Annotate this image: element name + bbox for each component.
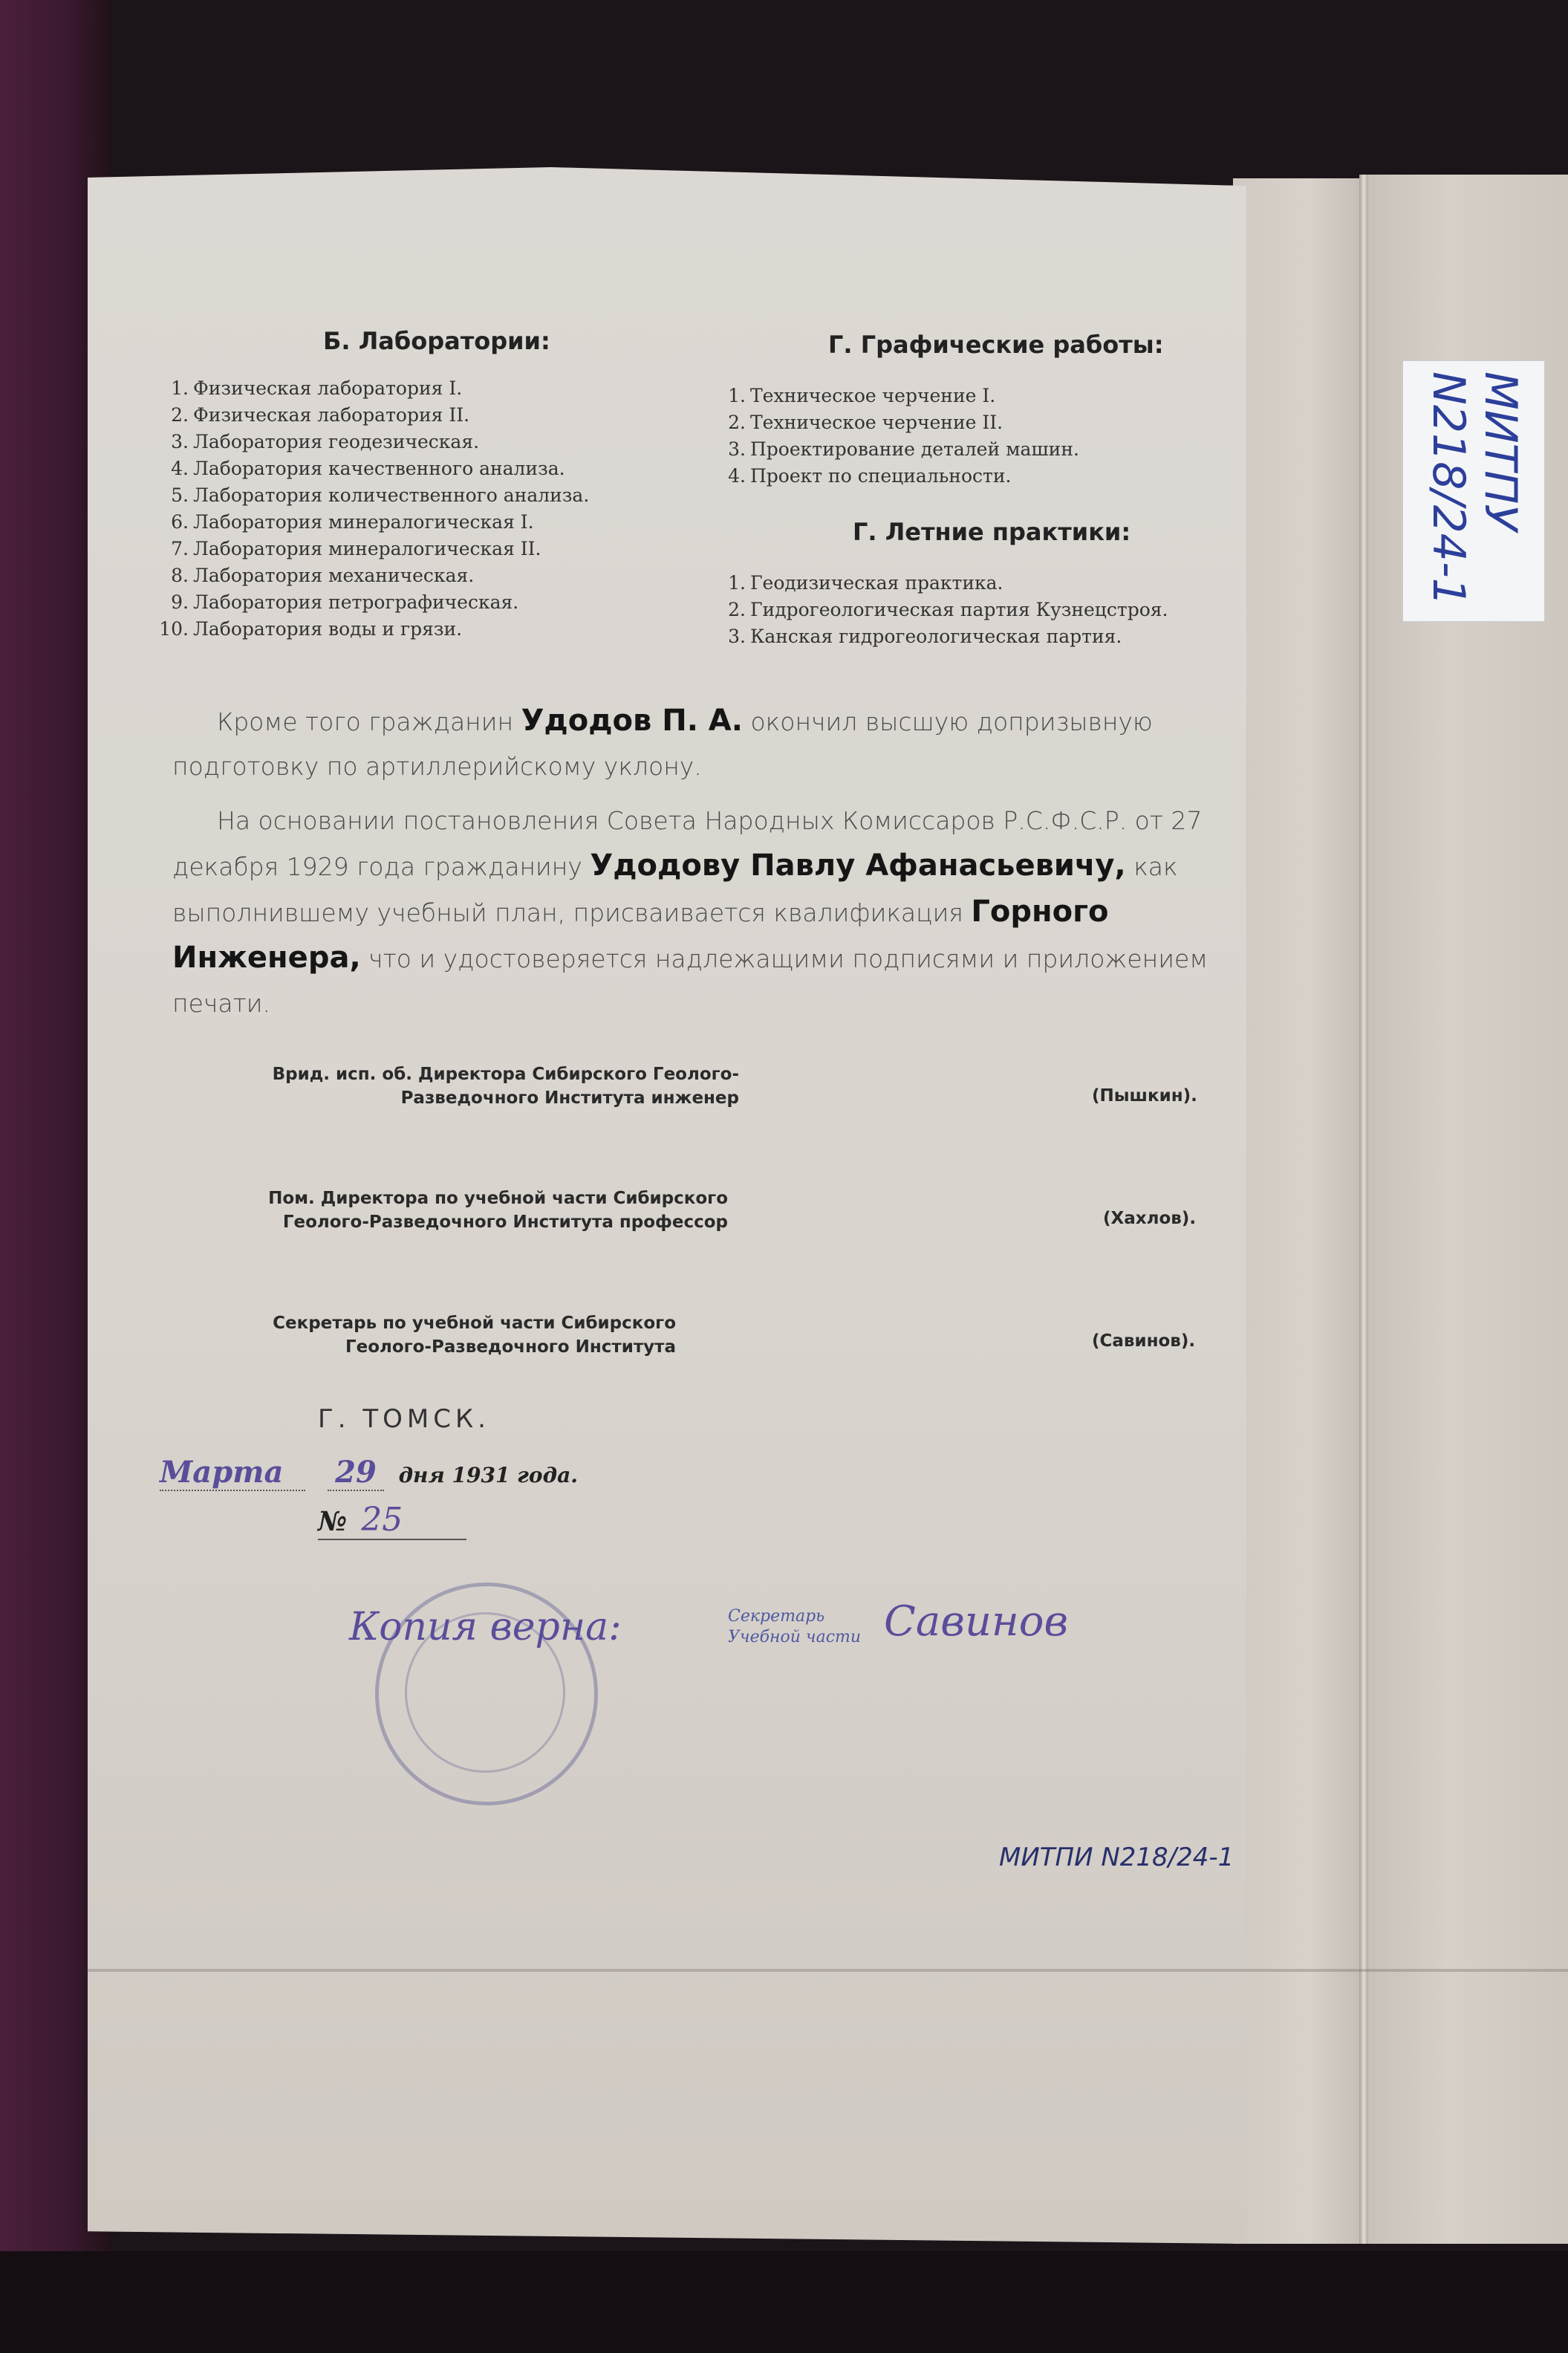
signature-role: Секретарь по учебной части Сибирского Геолого-Разведочного Института [273, 1314, 676, 1357]
date-month: Марта [160, 1455, 305, 1491]
graphic-title: Г. Графические работы: [828, 331, 1164, 359]
list-item: 2. Гидрогеологическая партия Кузнецстроя. [728, 599, 1168, 620]
list-item: 4. Проект по специальности. [728, 465, 1012, 487]
graphic-list [713, 383, 1079, 490]
list-item: 4. Лаборатория качественного анализа. [171, 458, 565, 479]
list-item: 5. Лаборатория количественного анализа. [171, 484, 590, 506]
archive-sticker-text: МИТПУ N218/24-1 [1422, 371, 1526, 606]
list-item: 3. Лаборатория геодезическая. [171, 431, 480, 452]
list-item: 9. Лаборатория петрографическая. [171, 591, 519, 613]
summer-list [713, 570, 1168, 650]
paper-crease [1359, 175, 1368, 2244]
archive-mark: МИТПИ N218/24-1 [999, 1843, 1234, 1872]
graduate-name-short: Удодов П. А. [521, 704, 743, 738]
list-item: 10. Лаборатория воды и грязи. [159, 618, 463, 640]
list-item: 1. Физическая лаборатория I. [171, 377, 463, 399]
document-number: № 25 [318, 1501, 466, 1540]
list-item: 6. Лаборатория минералогическая I. [171, 511, 534, 533]
list-item: 3. Канская гидрогеологическая партия. [728, 626, 1122, 647]
list-item: 1. Техническое черчение I. [728, 385, 996, 406]
list-item: 2. Техническое черчение II. [728, 412, 1003, 433]
handwritten-signature: Савинов [884, 1597, 1069, 1646]
signature-name: (Хахлов). [1103, 1209, 1197, 1228]
summer-title: Г. Летние практики: [853, 518, 1131, 546]
paper-fold-flap [1233, 178, 1359, 2244]
background-bottom [0, 2251, 1568, 2353]
signature-role: Пом. Директора по учебной части Сибирского Геолого-Разведочного Института профессор [268, 1189, 728, 1232]
paragraph-artillery: Кроме того гражданин Удодов П. А. окончил высшую допризывную подготовку по артиллерийскому уклону. [172, 704, 1153, 781]
signature-name: (Савинов). [1092, 1331, 1196, 1351]
list-item: 3. Проектирование деталей машин. [728, 438, 1079, 460]
signature-name: (Пышкин). [1092, 1086, 1197, 1106]
issue-date [160, 1455, 620, 1492]
date-rest: дня 1931 года. [398, 1463, 578, 1487]
labs-title: Б. Лаборатории: [323, 327, 550, 355]
graduate-name-full: Удодову Павлу Афанасьевичу, [590, 848, 1126, 883]
list-item: 2. Физическая лаборатория II. [171, 404, 470, 426]
fold-line [88, 1969, 1568, 1972]
secretary-stamp: Секретарь Учебной части [728, 1607, 862, 1646]
signature-role: Врид. исп. об. Директора Сибирского Геолого- Разведочного Института инженер [272, 1065, 739, 1108]
list-item: 8. Лаборатория механическая. [171, 565, 475, 586]
city: Г. ТОМСК. [318, 1404, 490, 1434]
list-item: 7. Лаборатория минералогическая II. [171, 538, 541, 559]
paragraph-qualification: На основании постановления Совета Народных Комиссаров Р.С.Ф.С.Р. от 27 декабря 1929 года гражданину Удодову Павлу Афанасьевичу, как выполнившему учебный план, присваивается квалификация Горного Инженера, что и удостоверяется надлежащими подписями и приложением печати. [172, 806, 1208, 1018]
date-day: 29 [328, 1455, 384, 1491]
list-item: 1. Геодизическая практика. [728, 572, 1003, 594]
copy-certified-note: Копия верна: [349, 1605, 622, 1649]
qualification: Горного Инженера, [172, 895, 1109, 975]
labs-list [156, 375, 589, 643]
